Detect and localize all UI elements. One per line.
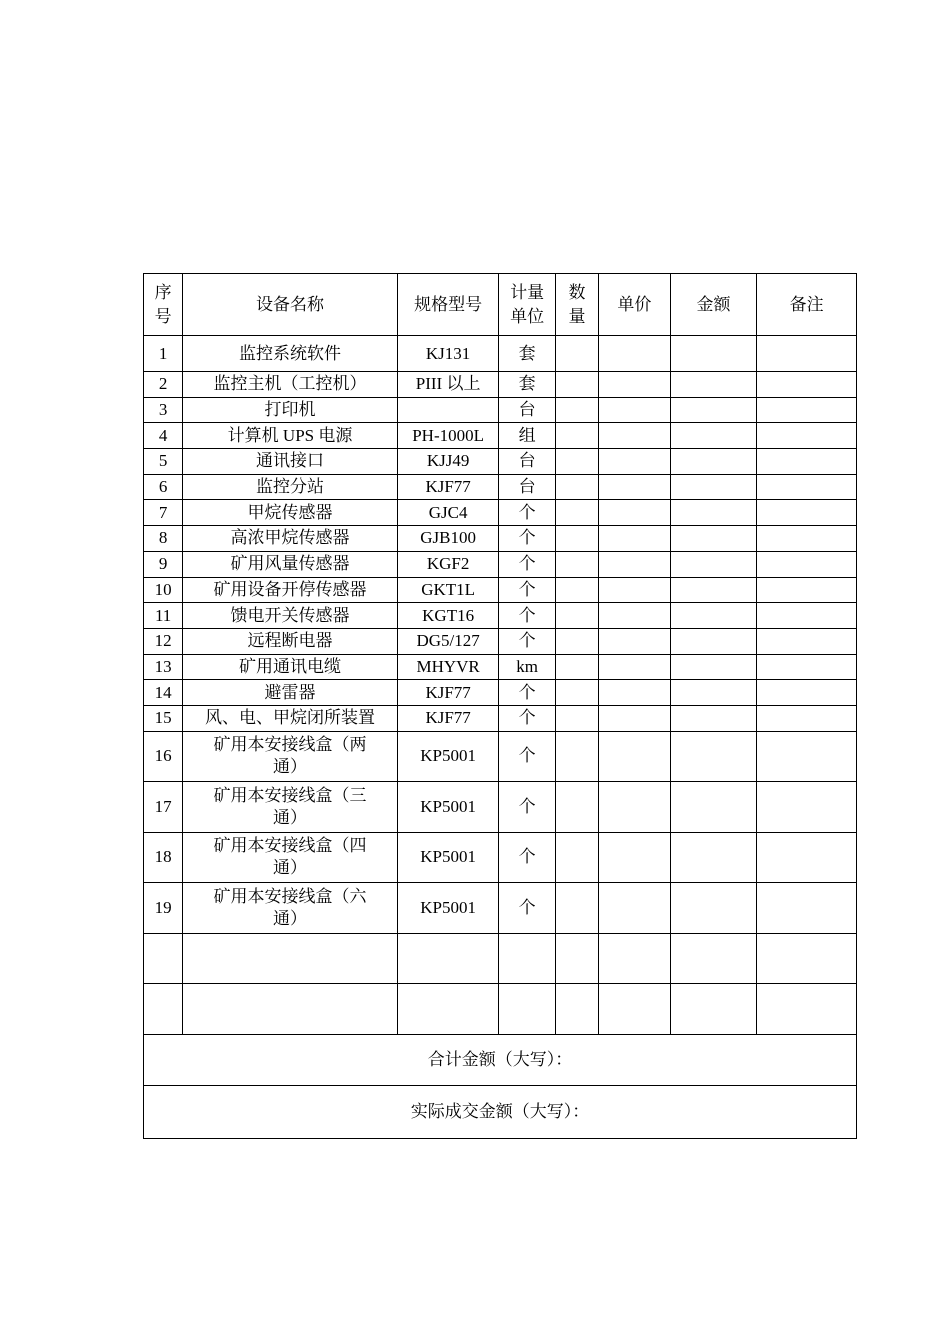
table-row	[144, 474, 857, 500]
cell-spec: DG5/127	[397, 628, 499, 654]
empty-cell	[499, 984, 555, 1035]
cell-name: 监控主机（工控机）	[183, 372, 398, 398]
empty-row	[144, 933, 857, 984]
cell-note	[757, 423, 857, 449]
cell-spec: KGT16	[397, 603, 499, 629]
table-row	[144, 832, 857, 883]
cell-no: 4	[144, 423, 183, 449]
cell-amount	[670, 336, 757, 372]
cell-no: 5	[144, 449, 183, 475]
cell-note	[757, 628, 857, 654]
cell-no: 13	[144, 654, 183, 680]
empty-cell	[144, 933, 183, 984]
cell-no: 9	[144, 551, 183, 577]
cell-price	[599, 782, 671, 833]
cell-qty	[555, 551, 598, 577]
cell-qty	[555, 654, 598, 680]
cell-name: 矿用本安接线盒（三通）	[183, 782, 398, 833]
cell-amount	[670, 782, 757, 833]
empty-cell	[670, 933, 757, 984]
cell-qty	[555, 449, 598, 475]
cell-unit: 个	[499, 883, 555, 934]
cell-price	[599, 397, 671, 423]
cell-price	[599, 603, 671, 629]
table-row	[144, 551, 857, 577]
cell-spec: GJB100	[397, 526, 499, 552]
cell-price	[599, 423, 671, 449]
cell-amount	[670, 628, 757, 654]
cell-no: 10	[144, 577, 183, 603]
total-amount-label: 合计金额（大写）：	[144, 1034, 857, 1085]
cell-qty	[555, 680, 598, 706]
empty-cell	[757, 984, 857, 1035]
header-spec: 规格型号	[397, 274, 499, 336]
cell-unit: 台	[499, 397, 555, 423]
cell-unit: 个	[499, 526, 555, 552]
cell-spec: KGF2	[397, 551, 499, 577]
table-row	[144, 423, 857, 449]
cell-amount	[670, 397, 757, 423]
cell-price	[599, 500, 671, 526]
cell-qty	[555, 397, 598, 423]
cell-unit: 套	[499, 372, 555, 398]
table-row	[144, 500, 857, 526]
cell-qty	[555, 336, 598, 372]
cell-price	[599, 336, 671, 372]
cell-note	[757, 500, 857, 526]
header-unit: 计量单位	[499, 274, 555, 336]
header-price: 单价	[599, 274, 671, 336]
cell-qty	[555, 832, 598, 883]
header-amount: 金额	[670, 274, 757, 336]
cell-price	[599, 449, 671, 475]
cell-amount	[670, 372, 757, 398]
cell-name: 矿用风量传感器	[183, 551, 398, 577]
empty-cell	[599, 933, 671, 984]
cell-spec: KJF77	[397, 680, 499, 706]
cell-note	[757, 603, 857, 629]
cell-price	[599, 832, 671, 883]
cell-price	[599, 680, 671, 706]
cell-no: 6	[144, 474, 183, 500]
cell-name: 计算机 UPS 电源	[183, 423, 398, 449]
cell-no: 16	[144, 731, 183, 782]
cell-unit: 个	[499, 782, 555, 833]
cell-spec: PIII 以上	[397, 372, 499, 398]
cell-amount	[670, 883, 757, 934]
cell-amount	[670, 474, 757, 500]
cell-no: 12	[144, 628, 183, 654]
cell-note	[757, 474, 857, 500]
cell-price	[599, 551, 671, 577]
cell-unit: 个	[499, 628, 555, 654]
cell-price	[599, 474, 671, 500]
cell-spec: KP5001	[397, 832, 499, 883]
cell-note	[757, 705, 857, 731]
cell-qty	[555, 731, 598, 782]
cell-note	[757, 526, 857, 552]
header-name: 设备名称	[183, 274, 398, 336]
cell-amount	[670, 449, 757, 475]
cell-unit: 个	[499, 577, 555, 603]
cell-name: 监控分站	[183, 474, 398, 500]
cell-amount	[670, 705, 757, 731]
table-row	[144, 782, 857, 833]
cell-amount	[670, 832, 757, 883]
cell-price	[599, 883, 671, 934]
cell-price	[599, 705, 671, 731]
cell-name: 远程断电器	[183, 628, 398, 654]
cell-spec	[397, 397, 499, 423]
cell-name: 矿用本安接线盒（两通）	[183, 731, 398, 782]
cell-name: 馈电开关传感器	[183, 603, 398, 629]
cell-spec: GKT1L	[397, 577, 499, 603]
actual-amount-label: 实际成交金额（大写）：	[144, 1085, 857, 1138]
table-row	[144, 397, 857, 423]
table-row	[144, 883, 857, 934]
cell-amount	[670, 423, 757, 449]
header-note: 备注	[757, 274, 857, 336]
cell-no: 3	[144, 397, 183, 423]
cell-unit: 组	[499, 423, 555, 449]
table-row	[144, 628, 857, 654]
cell-no: 1	[144, 336, 183, 372]
cell-note	[757, 731, 857, 782]
cell-note	[757, 782, 857, 833]
cell-unit: 台	[499, 449, 555, 475]
cell-note	[757, 654, 857, 680]
cell-qty	[555, 474, 598, 500]
cell-no: 11	[144, 603, 183, 629]
cell-unit: km	[499, 654, 555, 680]
empty-cell	[183, 933, 398, 984]
cell-qty	[555, 423, 598, 449]
cell-note	[757, 336, 857, 372]
equipment-quote-table	[143, 273, 857, 1139]
cell-unit: 套	[499, 336, 555, 372]
cell-amount	[670, 603, 757, 629]
cell-spec: KP5001	[397, 731, 499, 782]
cell-unit: 个	[499, 832, 555, 883]
cell-note	[757, 883, 857, 934]
cell-spec: KP5001	[397, 883, 499, 934]
cell-amount	[670, 577, 757, 603]
table-row	[144, 336, 857, 372]
table-row	[144, 705, 857, 731]
cell-qty	[555, 782, 598, 833]
cell-no: 7	[144, 500, 183, 526]
cell-unit: 个	[499, 705, 555, 731]
cell-amount	[670, 551, 757, 577]
actual-amount-row	[144, 1085, 857, 1138]
header-no: 序号	[144, 274, 183, 336]
table-header-row	[144, 274, 857, 336]
cell-name: 高浓甲烷传感器	[183, 526, 398, 552]
table-row	[144, 577, 857, 603]
table-row	[144, 526, 857, 552]
cell-unit: 个	[499, 731, 555, 782]
header-qty: 数量	[555, 274, 598, 336]
cell-unit: 个	[499, 603, 555, 629]
cell-name: 风、电、甲烷闭所装置	[183, 705, 398, 731]
cell-amount	[670, 526, 757, 552]
cell-no: 2	[144, 372, 183, 398]
cell-spec: KJJ49	[397, 449, 499, 475]
cell-no: 18	[144, 832, 183, 883]
cell-no: 15	[144, 705, 183, 731]
cell-qty	[555, 883, 598, 934]
cell-note	[757, 680, 857, 706]
cell-unit: 个	[499, 500, 555, 526]
empty-cell	[397, 984, 499, 1035]
cell-no: 19	[144, 883, 183, 934]
cell-qty	[555, 372, 598, 398]
table-row	[144, 449, 857, 475]
cell-price	[599, 654, 671, 680]
cell-name: 矿用本安接线盒（四通）	[183, 832, 398, 883]
cell-amount	[670, 500, 757, 526]
cell-qty	[555, 577, 598, 603]
cell-price	[599, 372, 671, 398]
cell-spec: PH-1000L	[397, 423, 499, 449]
cell-note	[757, 577, 857, 603]
empty-row	[144, 984, 857, 1035]
cell-no: 8	[144, 526, 183, 552]
empty-cell	[555, 984, 598, 1035]
cell-unit: 个	[499, 551, 555, 577]
cell-price	[599, 526, 671, 552]
cell-name: 矿用本安接线盒（六通）	[183, 883, 398, 934]
table-row	[144, 372, 857, 398]
empty-cell	[670, 984, 757, 1035]
cell-note	[757, 449, 857, 475]
cell-price	[599, 731, 671, 782]
cell-spec: KP5001	[397, 782, 499, 833]
cell-unit: 台	[499, 474, 555, 500]
cell-spec: KJ131	[397, 336, 499, 372]
empty-cell	[183, 984, 398, 1035]
cell-name: 矿用设备开停传感器	[183, 577, 398, 603]
table-row	[144, 680, 857, 706]
table-row	[144, 654, 857, 680]
empty-cell	[397, 933, 499, 984]
cell-no: 14	[144, 680, 183, 706]
cell-unit: 个	[499, 680, 555, 706]
cell-name: 通讯接口	[183, 449, 398, 475]
empty-cell	[144, 984, 183, 1035]
total-amount-row	[144, 1034, 857, 1085]
cell-qty	[555, 603, 598, 629]
cell-qty	[555, 705, 598, 731]
cell-qty	[555, 500, 598, 526]
cell-amount	[670, 654, 757, 680]
cell-no: 17	[144, 782, 183, 833]
cell-note	[757, 372, 857, 398]
empty-cell	[757, 933, 857, 984]
cell-spec: MHYVR	[397, 654, 499, 680]
cell-note	[757, 832, 857, 883]
cell-name: 甲烷传感器	[183, 500, 398, 526]
cell-amount	[670, 731, 757, 782]
cell-name: 打印机	[183, 397, 398, 423]
cell-name: 矿用通讯电缆	[183, 654, 398, 680]
cell-qty	[555, 526, 598, 552]
cell-price	[599, 577, 671, 603]
cell-note	[757, 551, 857, 577]
table-row	[144, 603, 857, 629]
cell-name: 监控系统软件	[183, 336, 398, 372]
cell-spec: KJF77	[397, 705, 499, 731]
empty-cell	[555, 933, 598, 984]
empty-cell	[599, 984, 671, 1035]
cell-spec: GJC4	[397, 500, 499, 526]
cell-spec: KJF77	[397, 474, 499, 500]
cell-qty	[555, 628, 598, 654]
empty-cell	[499, 933, 555, 984]
cell-note	[757, 397, 857, 423]
cell-name: 避雷器	[183, 680, 398, 706]
cell-amount	[670, 680, 757, 706]
table-row	[144, 731, 857, 782]
cell-price	[599, 628, 671, 654]
